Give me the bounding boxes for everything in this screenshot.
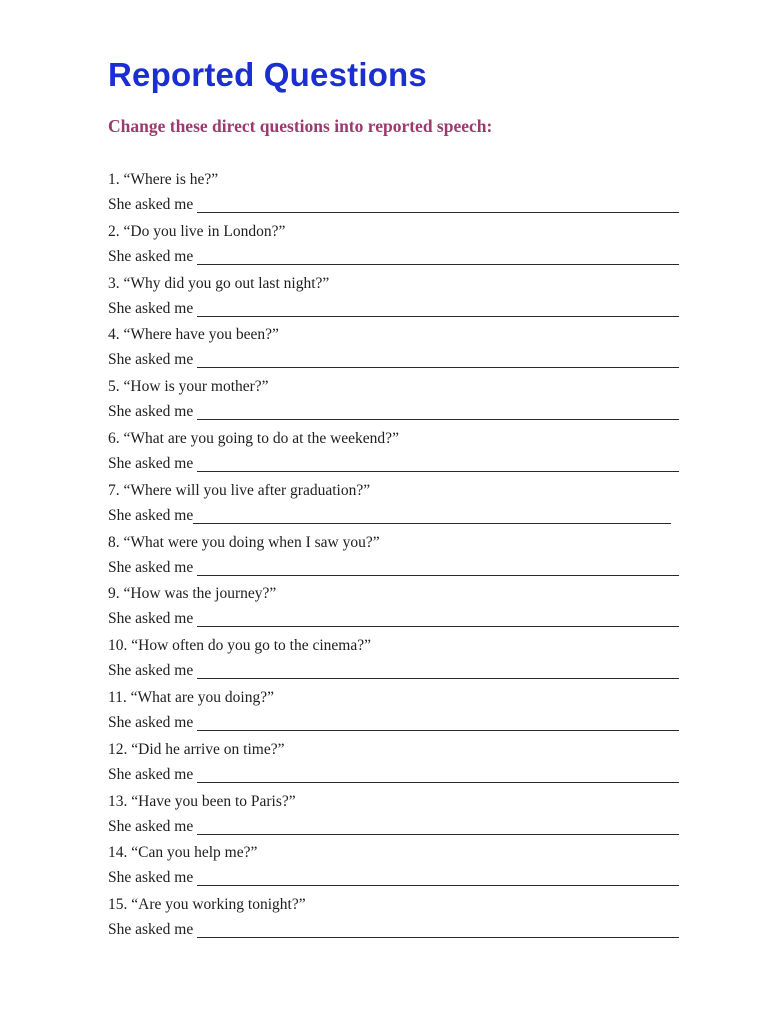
question-item-7: [108, 479, 698, 531]
question-item-11: [108, 686, 698, 738]
answer-prefix: She asked me: [108, 869, 194, 887]
question-item-8: [108, 531, 698, 583]
answer-row: [108, 607, 688, 631]
question-item-6: [108, 427, 698, 479]
instruction-text: Change these direct questions into reported speech:: [108, 116, 493, 136]
direct-question: 7. “Where will you live after graduation?”: [108, 481, 371, 499]
answer-row: [108, 763, 688, 787]
direct-question: 13. “Have you been to Paris?”: [108, 792, 296, 810]
answer-row: [108, 193, 688, 217]
answer-blank[interactable]: [197, 558, 679, 576]
answer-row: [108, 297, 688, 321]
question-item-10: [108, 634, 698, 686]
answer-prefix: She asked me: [108, 351, 194, 369]
answer-row: [108, 348, 688, 372]
question-item-15: [108, 893, 698, 945]
direct-question: 5. “How is your mother?”: [108, 378, 269, 396]
answer-blank[interactable]: [197, 299, 679, 317]
direct-question: 11. “What are you doing?”: [108, 688, 274, 706]
answer-row: [108, 400, 688, 424]
direct-question: 3. “Why did you go out last night?”: [108, 274, 330, 292]
direct-question: 10. “How often do you go to the cinema?”: [108, 637, 371, 655]
answer-blank[interactable]: [197, 765, 679, 783]
answer-prefix: She asked me: [108, 403, 194, 421]
answer-blank[interactable]: [197, 713, 679, 731]
question-item-14: [108, 841, 698, 893]
answer-prefix: She asked me: [108, 817, 194, 835]
answer-prefix: She asked me: [108, 662, 194, 680]
answer-blank[interactable]: [197, 817, 679, 835]
question-item-5: [108, 375, 698, 427]
answer-blank[interactable]: [197, 609, 679, 627]
answer-blank[interactable]: [197, 195, 679, 213]
answer-row: [108, 245, 688, 269]
direct-question: 15. “Are you working tonight?”: [108, 896, 306, 914]
answer-prefix: She asked me: [108, 299, 194, 317]
answer-row: [108, 918, 688, 942]
answer-blank[interactable]: [197, 868, 679, 886]
answer-row: [108, 452, 688, 476]
answer-row: [108, 711, 688, 735]
question-item-4: [108, 323, 698, 375]
answer-blank[interactable]: [197, 247, 679, 265]
answer-prefix: She asked me: [108, 765, 194, 783]
answer-row: [108, 659, 688, 683]
direct-question: 8. “What were you doing when I saw you?”: [108, 533, 380, 551]
direct-question: 9. “How was the journey?”: [108, 585, 277, 603]
question-item-2: [108, 220, 698, 272]
answer-prefix: She asked me: [108, 921, 194, 939]
question-item-3: [108, 272, 698, 324]
direct-question: 6. “What are you going to do at the weekend?”: [108, 429, 399, 447]
answer-prefix: She asked me: [108, 558, 194, 576]
question-item-13: [108, 790, 698, 842]
direct-question: 2. “Do you live in London?”: [108, 222, 286, 240]
answer-row: [108, 556, 688, 580]
direct-question: 4. “Where have you been?”: [108, 326, 279, 344]
answer-prefix: She asked me: [108, 247, 194, 265]
answer-prefix: She asked me: [108, 454, 194, 472]
question-item-9: [108, 582, 698, 634]
answer-prefix: She asked me: [108, 713, 194, 731]
question-item-12: [108, 738, 698, 790]
direct-question: 1. “Where is he?”: [108, 171, 219, 188]
answer-blank[interactable]: [197, 454, 679, 472]
question-list: [108, 168, 698, 945]
answer-blank[interactable]: [197, 920, 679, 938]
answer-prefix: She asked me: [108, 506, 194, 524]
answer-blank[interactable]: [197, 402, 679, 420]
answer-blank[interactable]: [197, 661, 679, 679]
question-item-1: [108, 168, 698, 220]
answer-blank[interactable]: [197, 350, 679, 368]
answer-row: [108, 815, 688, 839]
direct-question: 12. “Did he arrive on time?”: [108, 740, 285, 758]
answer-row: [108, 866, 688, 890]
answer-row: [108, 504, 688, 528]
answer-blank[interactable]: [193, 506, 671, 524]
direct-question: 14. “Can you help me?”: [108, 844, 258, 862]
page-title: Reported Questions: [108, 56, 427, 93]
answer-prefix: She asked me: [108, 196, 194, 213]
answer-prefix: She asked me: [108, 610, 194, 628]
